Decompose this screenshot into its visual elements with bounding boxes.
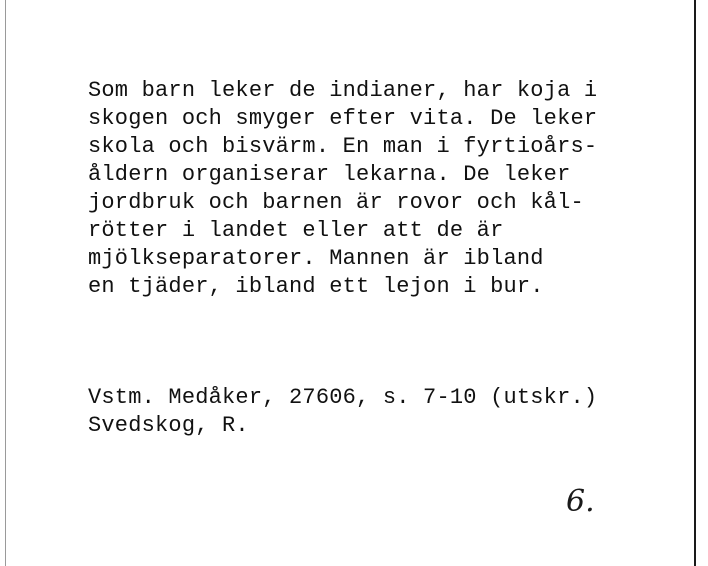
body-line: rötter i landet eller att de är: [88, 218, 504, 243]
source-citation: [88, 384, 597, 440]
card-left-edge: [5, 0, 6, 566]
handwritten-page-number: 6.: [566, 484, 595, 519]
body-line: skola och bisvärm. En man i fyrtioårs-: [88, 134, 598, 159]
body-line: Som barn leker de indianer, har koja i: [88, 78, 598, 103]
body-line: skogen och smyger efter vita. De leker: [88, 106, 598, 131]
source-reference: Vstm. Medåker, 27606, s. 7-10 (utskr.): [88, 385, 598, 410]
body-line: en tjäder, ibland ett lejon i bur.: [88, 274, 544, 299]
source-author: Svedskog, R.: [88, 413, 249, 438]
body-text: [88, 77, 597, 301]
body-line: jordbruk och barnen är rovor och kål-: [88, 190, 584, 215]
body-line: mjölkseparatorer. Mannen är ibland: [88, 246, 544, 271]
card-right-edge: [694, 0, 696, 566]
body-line: åldern organiserar lekarna. De leker: [88, 162, 571, 187]
